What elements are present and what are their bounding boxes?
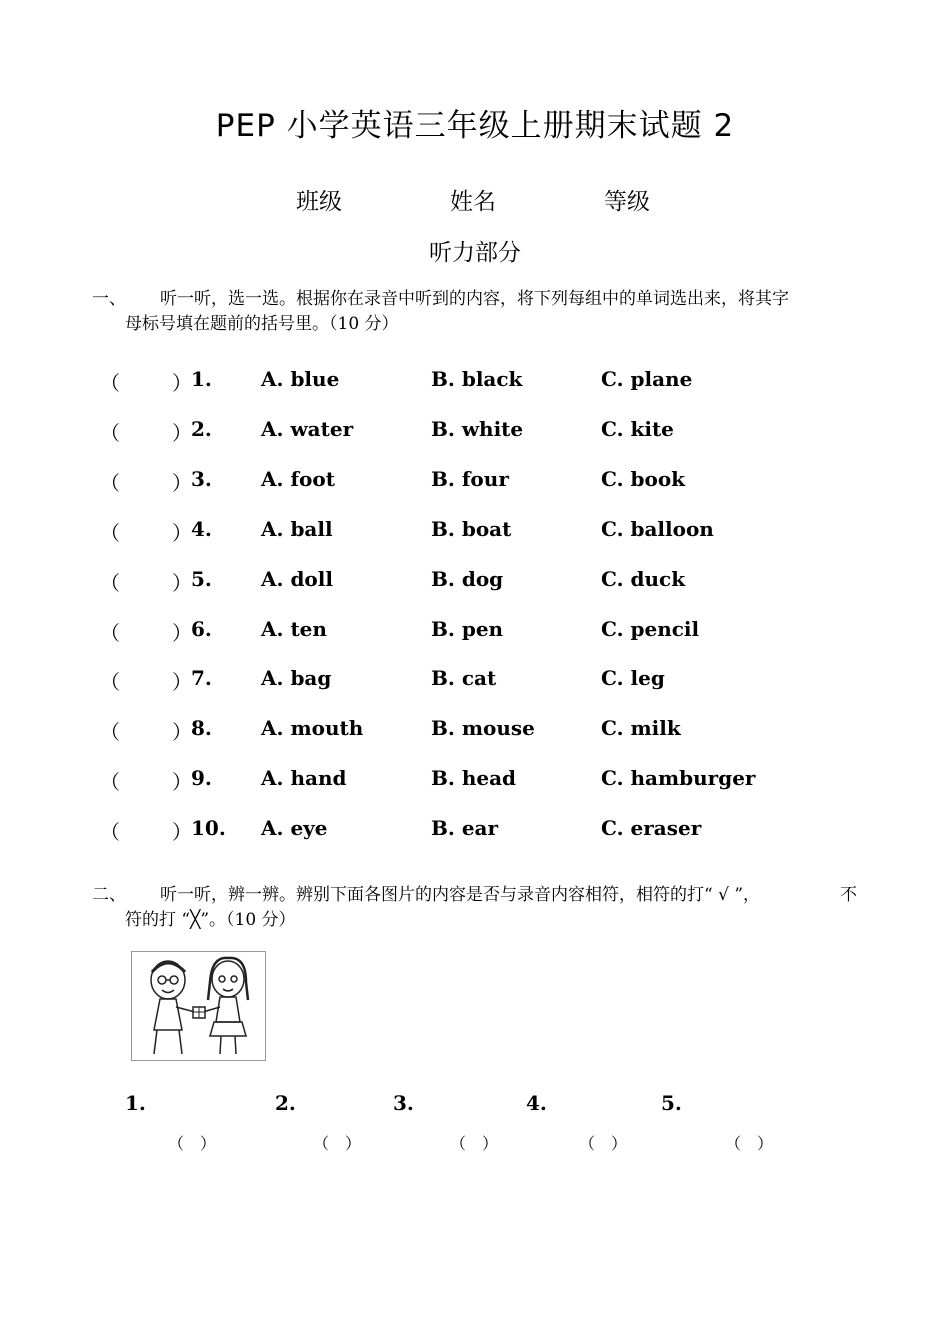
option-b: B. four xyxy=(431,467,509,491)
question-number: 8. xyxy=(191,716,212,740)
part1-number: 一、 xyxy=(92,289,126,309)
option-b: B. dog xyxy=(431,567,504,591)
question-number: 1. xyxy=(191,367,212,391)
question-row xyxy=(0,766,950,794)
answer-blank-2[interactable]: （ ） xyxy=(313,1134,362,1153)
question-row xyxy=(0,567,950,595)
section-title: 听力部分 xyxy=(429,240,521,266)
answer-paren-close: ） xyxy=(172,371,192,395)
question-row xyxy=(0,417,950,445)
answer-paren-open[interactable]: （ xyxy=(100,820,120,844)
part1-instruction-line2: 母标号填在题前的括号里。（10 分） xyxy=(125,314,399,334)
question-number: 4. xyxy=(191,517,212,541)
question-number: 6. xyxy=(191,617,212,641)
part2-number: 二、 xyxy=(92,885,126,905)
option-b: B. mouse xyxy=(431,716,535,740)
option-c: C. eraser xyxy=(601,816,702,840)
part1-instruction-line1: 听一听，选一选。根据你在录音中听到的内容，将下列每组中的单词选出来，将其字 xyxy=(160,289,789,309)
question-number: 9. xyxy=(191,766,212,790)
picture-label-3: 3. xyxy=(393,1091,414,1115)
option-b: B. pen xyxy=(431,617,504,641)
part2-instruction-line1: 听一听，辨一辨。辨别下面各图片的内容是否与录音内容相符，相符的打“ √ ”， xyxy=(160,885,761,905)
option-a: A. doll xyxy=(261,567,333,591)
picture-label-5: 5. xyxy=(661,1091,682,1115)
name-label: 姓名 xyxy=(450,189,496,215)
grade-label: 等级 xyxy=(604,189,650,215)
question-row xyxy=(0,467,950,495)
option-a: A. blue xyxy=(261,367,340,391)
boy-girl-gift-picture xyxy=(131,951,266,1061)
answer-blank-5[interactable]: （ ） xyxy=(725,1134,774,1153)
answer-blank-4[interactable]: （ ） xyxy=(579,1134,628,1153)
option-c: C. leg xyxy=(601,666,665,690)
answer-paren-open[interactable]: （ xyxy=(100,621,120,645)
answer-paren-open[interactable]: （ xyxy=(100,670,120,694)
option-a: A. foot xyxy=(261,467,335,491)
option-a: A. mouth xyxy=(261,716,364,740)
option-b: B. head xyxy=(431,766,517,790)
option-a: A. eye xyxy=(261,816,328,840)
option-c: C. plane xyxy=(601,367,693,391)
question-number: 3. xyxy=(191,467,212,491)
option-c: C. book xyxy=(601,467,686,491)
option-a: A. ball xyxy=(261,517,333,541)
answer-paren-close: ） xyxy=(172,571,192,595)
page-title: PEP 小学英语三年级上册期末试题 2 xyxy=(215,108,735,144)
answer-paren-close: ） xyxy=(172,670,192,694)
class-label: 班级 xyxy=(296,189,342,215)
option-c: C. pencil xyxy=(601,617,700,641)
answer-paren-close: ） xyxy=(172,720,192,744)
picture-label-1: 1. xyxy=(125,1091,146,1115)
answer-blank-1[interactable]: （ ） xyxy=(168,1134,217,1153)
answer-paren-open[interactable]: （ xyxy=(100,421,120,445)
answer-paren-open[interactable]: （ xyxy=(100,371,120,395)
question-row xyxy=(0,666,950,694)
answer-paren-open[interactable]: （ xyxy=(100,471,120,495)
answer-paren-close: ） xyxy=(172,621,192,645)
picture-label-4: 4. xyxy=(526,1091,547,1115)
question-number: 5. xyxy=(191,567,212,591)
answer-paren-close: ） xyxy=(172,770,192,794)
option-a: A. ten xyxy=(261,617,327,641)
question-row xyxy=(0,517,950,545)
answer-paren-close: ） xyxy=(172,421,192,445)
question-number: 2. xyxy=(191,417,212,441)
question-number: 10. xyxy=(191,816,226,840)
option-b: B. black xyxy=(431,367,523,391)
option-c: C. milk xyxy=(601,716,681,740)
answer-paren-open[interactable]: （ xyxy=(100,571,120,595)
option-b: B. boat xyxy=(431,517,512,541)
part2-instruction-line1-end: 不 xyxy=(840,885,857,905)
question-row xyxy=(0,617,950,645)
answer-blank-3[interactable]: （ ） xyxy=(450,1134,499,1153)
option-a: A. hand xyxy=(261,766,347,790)
option-c: C. kite xyxy=(601,417,674,441)
question-number: 7. xyxy=(191,666,212,690)
option-c: C. balloon xyxy=(601,517,714,541)
answer-paren-close: ） xyxy=(172,471,192,495)
option-a: A. water xyxy=(261,417,354,441)
option-c: C. duck xyxy=(601,567,686,591)
answer-paren-close: ） xyxy=(172,521,192,545)
question-row xyxy=(0,816,950,844)
part2-instruction-line2: 符的打 “╳”。（10 分） xyxy=(125,910,296,930)
option-c: C. hamburger xyxy=(601,766,756,790)
picture-label-2: 2. xyxy=(275,1091,296,1115)
option-b: B. white xyxy=(431,417,524,441)
option-a: A. bag xyxy=(261,666,332,690)
answer-paren-open[interactable]: （ xyxy=(100,521,120,545)
answer-paren-close: ） xyxy=(172,820,192,844)
answer-paren-open[interactable]: （ xyxy=(100,770,120,794)
question-row xyxy=(0,367,950,395)
option-b: B. cat xyxy=(431,666,497,690)
question-row xyxy=(0,716,950,744)
option-b: B. ear xyxy=(431,816,499,840)
answer-paren-open[interactable]: （ xyxy=(100,720,120,744)
